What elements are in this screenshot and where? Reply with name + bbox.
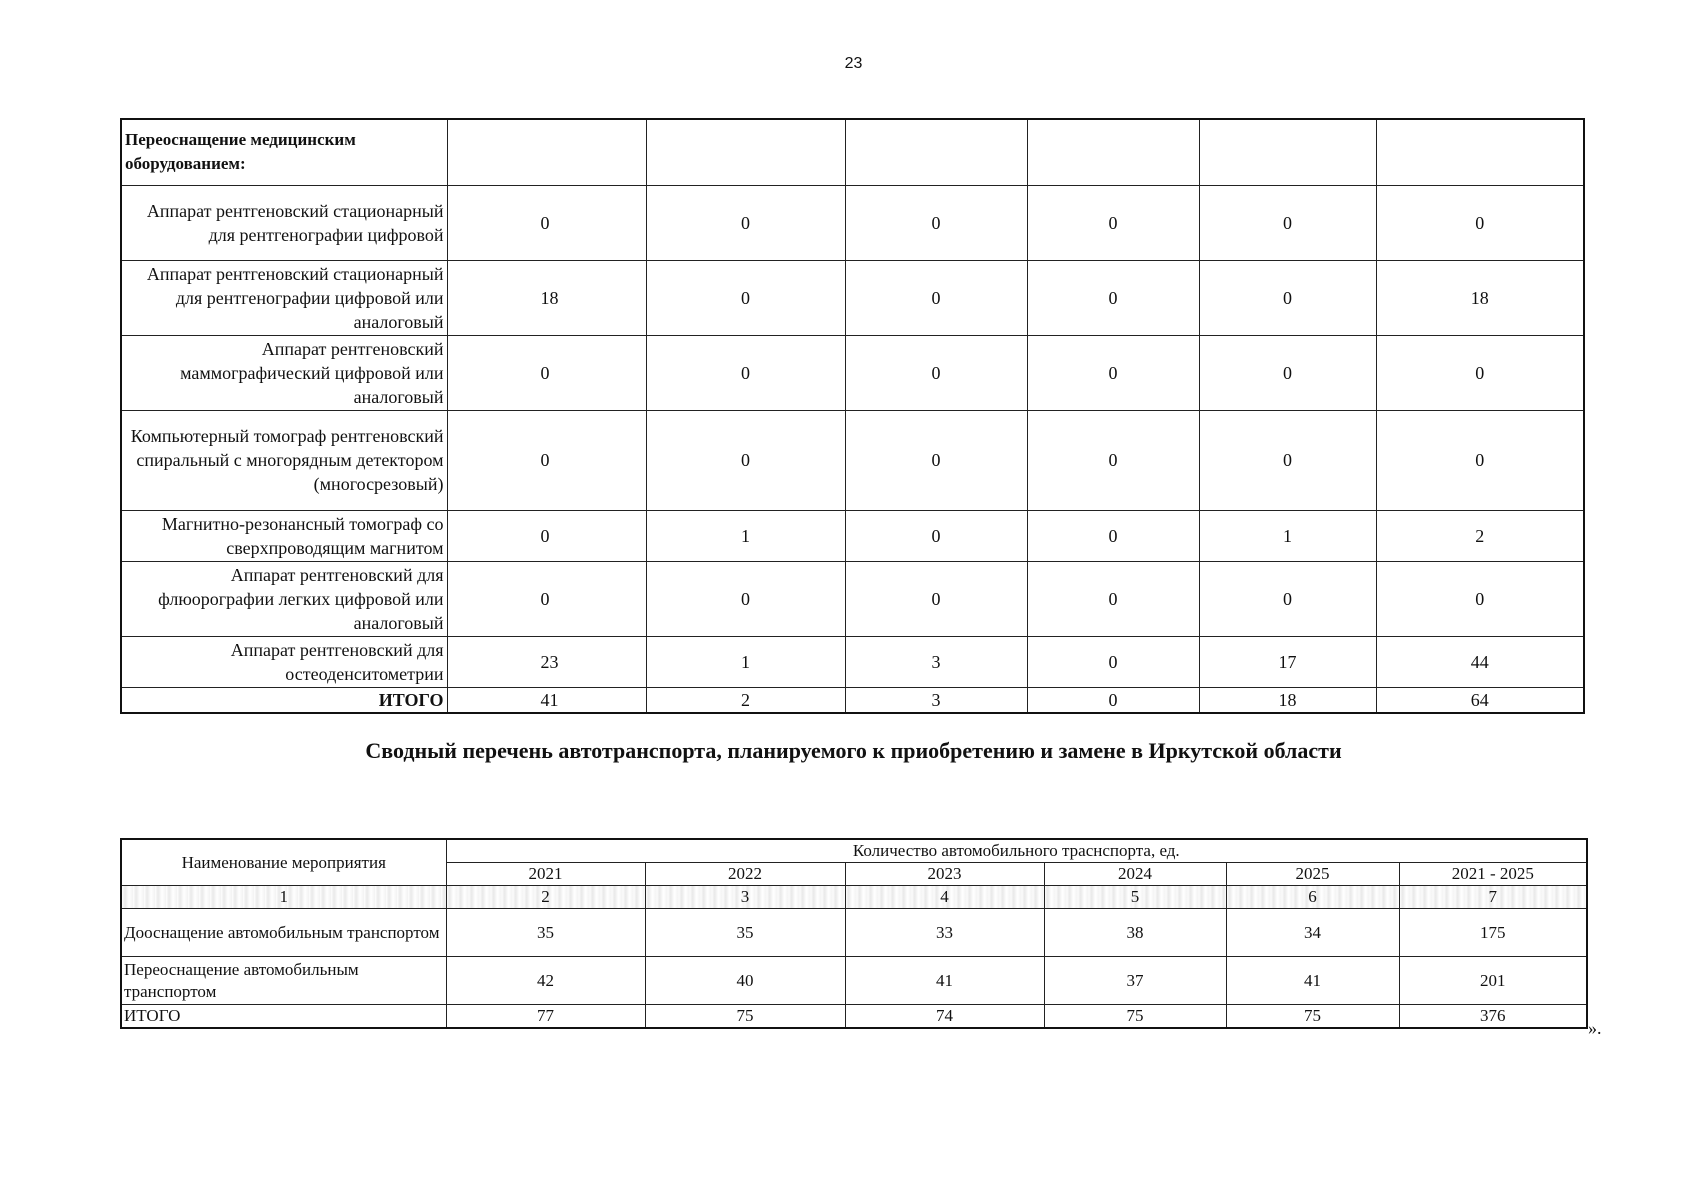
year-header: 2021 - 2025 [1399, 863, 1587, 886]
value-cell: 3 [845, 636, 1027, 687]
value-cell: 2 [1376, 510, 1584, 561]
value-cell: 201 [1399, 957, 1587, 1005]
value-cell: 0 [646, 185, 845, 260]
value-cell: 0 [845, 185, 1027, 260]
equipment-row [121, 510, 1584, 561]
empty-cell [1199, 119, 1376, 185]
equipment-name: Аппарат рентгеновский для остеоденситометрии [121, 636, 447, 687]
equipment-row [121, 410, 1584, 510]
transport-name: Переоснащение автомобильным транспортом [121, 957, 446, 1005]
value-cell: 0 [1376, 185, 1584, 260]
column-numbers-row [121, 886, 1587, 909]
value-cell: 37 [1044, 957, 1226, 1005]
equipment-name: Аппарат рентгеновский для флюорографии легких цифровой или аналоговый [121, 561, 447, 636]
value-cell: 0 [1027, 561, 1199, 636]
value-cell: 0 [1027, 185, 1199, 260]
value-cell: 0 [1027, 636, 1199, 687]
value-cell: 0 [447, 335, 646, 410]
value-cell: 0 [1199, 561, 1376, 636]
value-cell: 0 [447, 561, 646, 636]
value-cell: 38 [1044, 909, 1226, 957]
transport-total-row [121, 1005, 1587, 1029]
empty-cell [646, 119, 845, 185]
value-cell: 18 [1376, 260, 1584, 335]
transport-row [121, 909, 1587, 957]
value-cell: 0 [1199, 410, 1376, 510]
total-label: ИТОГО [121, 1005, 446, 1029]
value-cell: 0 [1376, 561, 1584, 636]
value-cell: 0 [1199, 260, 1376, 335]
section-title: Сводный перечень автотранспорта, планируемого к приобретению и замене в Иркутской области [365, 738, 1342, 763]
quantity-group-header: Количество автомобильного траснспорта, ед. [446, 839, 1587, 863]
total-cell: 0 [1027, 687, 1199, 713]
transport-row [121, 957, 1587, 1005]
equipment-name: Аппарат рентгеновский стационарный для рентгенографии цифровой или аналоговый [121, 260, 447, 335]
column-number: 7 [1399, 886, 1587, 909]
equipment-row [121, 636, 1584, 687]
year-header: 2025 [1226, 863, 1399, 886]
empty-cell [1027, 119, 1199, 185]
total-cell: 41 [447, 687, 646, 713]
value-cell: 0 [845, 510, 1027, 561]
total-cell: 18 [1199, 687, 1376, 713]
total-cell: 75 [1226, 1005, 1399, 1029]
value-cell: 0 [845, 561, 1027, 636]
year-header: 2022 [645, 863, 845, 886]
closing-quote-mark: ». [1588, 1018, 1602, 1038]
equipment-name: Компьютерный томограф рентгеновский спиральный с многорядным детектором (многосрезовый) [121, 410, 447, 510]
value-cell: 0 [646, 335, 845, 410]
value-cell: 18 [447, 260, 646, 335]
equipment-row [121, 260, 1584, 335]
equipment-row [121, 561, 1584, 636]
equipment-header-label: Переоснащение медицинским оборудованием: [121, 119, 447, 185]
value-cell: 0 [646, 561, 845, 636]
year-header: 2023 [845, 863, 1044, 886]
value-cell: 41 [1226, 957, 1399, 1005]
value-cell: 0 [845, 410, 1027, 510]
equipment-name: Аппарат рентгеновский маммографический цифровой или аналоговый [121, 335, 447, 410]
column-number: 5 [1044, 886, 1226, 909]
year-header: 2024 [1044, 863, 1226, 886]
empty-cell [447, 119, 646, 185]
total-cell: 75 [1044, 1005, 1226, 1029]
value-cell: 33 [845, 909, 1044, 957]
value-cell: 42 [446, 957, 645, 1005]
total-cell: 376 [1399, 1005, 1587, 1029]
value-cell: 35 [446, 909, 645, 957]
value-cell: 35 [645, 909, 845, 957]
value-cell: 0 [1199, 335, 1376, 410]
column-number: 4 [845, 886, 1044, 909]
total-cell: 64 [1376, 687, 1584, 713]
value-cell: 0 [646, 410, 845, 510]
value-cell: 17 [1199, 636, 1376, 687]
value-cell: 0 [646, 260, 845, 335]
value-cell: 1 [646, 636, 845, 687]
column-number: 2 [446, 886, 645, 909]
equipment-total-row [121, 687, 1584, 713]
transport-group-header-row [121, 839, 1587, 863]
equipment-table [120, 118, 1585, 714]
column-number: 6 [1226, 886, 1399, 909]
equipment-row [121, 335, 1584, 410]
equipment-name: Аппарат рентгеновский стационарный для рентгенографии цифровой [121, 185, 447, 260]
value-cell: 0 [845, 335, 1027, 410]
value-cell: 0 [1027, 510, 1199, 561]
name-column-header: Наименование мероприятия [121, 839, 446, 886]
total-cell: 75 [645, 1005, 845, 1029]
value-cell: 0 [447, 510, 646, 561]
page-number: 23 [844, 55, 863, 72]
equipment-header-row [121, 119, 1584, 185]
value-cell: 1 [646, 510, 845, 561]
value-cell: 0 [1376, 335, 1584, 410]
total-label: ИТОГО [121, 687, 447, 713]
empty-cell [1376, 119, 1584, 185]
transport-table [120, 838, 1588, 1029]
value-cell: 175 [1399, 909, 1587, 957]
total-cell: 74 [845, 1005, 1044, 1029]
value-cell: 23 [447, 636, 646, 687]
value-cell: 0 [1376, 410, 1584, 510]
value-cell: 0 [1027, 335, 1199, 410]
transport-name: Дооснащение автомобильным транспортом [121, 909, 446, 957]
value-cell: 34 [1226, 909, 1399, 957]
value-cell: 0 [447, 410, 646, 510]
value-cell: 40 [645, 957, 845, 1005]
value-cell: 1 [1199, 510, 1376, 561]
empty-cell [845, 119, 1027, 185]
value-cell: 41 [845, 957, 1044, 1005]
year-header: 2021 [446, 863, 645, 886]
value-cell: 0 [1027, 410, 1199, 510]
value-cell: 0 [1199, 185, 1376, 260]
equipment-name: Магнитно-резонансный томограф со сверхпроводящим магнитом [121, 510, 447, 561]
total-cell: 77 [446, 1005, 645, 1029]
equipment-row [121, 185, 1584, 260]
column-number: 1 [121, 886, 446, 909]
value-cell: 0 [447, 185, 646, 260]
value-cell: 0 [1027, 260, 1199, 335]
total-cell: 3 [845, 687, 1027, 713]
column-number: 3 [645, 886, 845, 909]
total-cell: 2 [646, 687, 845, 713]
value-cell: 0 [845, 260, 1027, 335]
value-cell: 44 [1376, 636, 1584, 687]
